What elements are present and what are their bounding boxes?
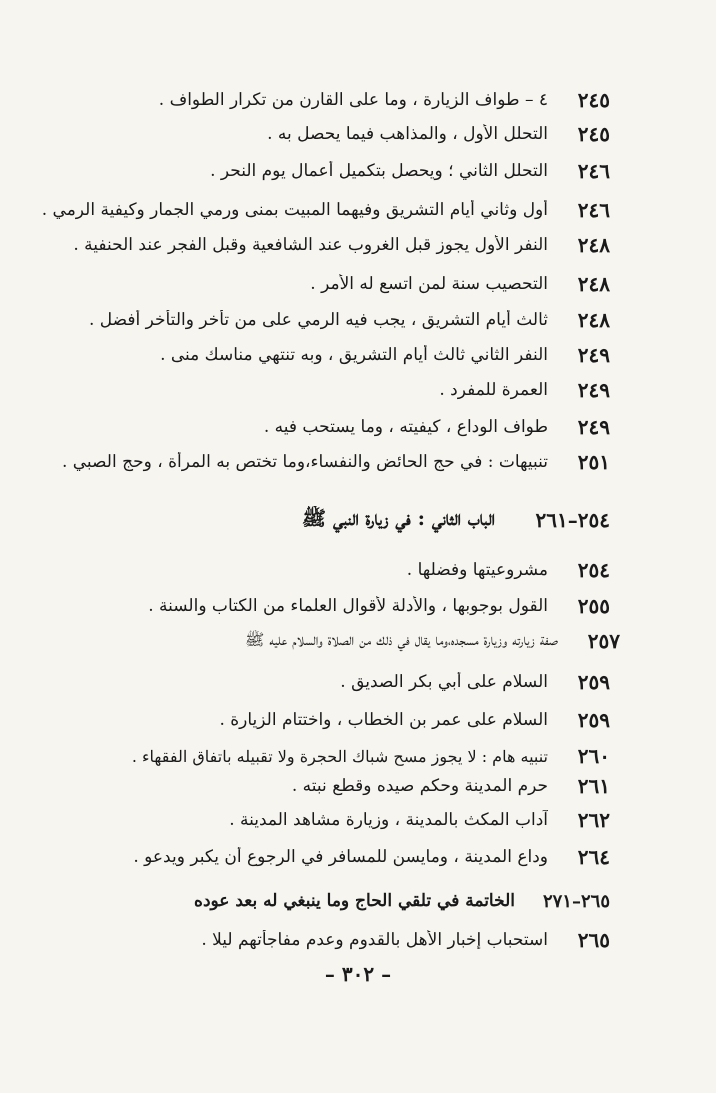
entry-text: تنبيهات : في حج الحائض والنفساء،وما تختص به المرأة ، وحج الصبي .: [61, 452, 548, 472]
entry-page-number: ٢٥٩: [577, 708, 610, 732]
entry-text: آداب المكث بالمدينة ، وزيارة مشاهد المدينة .: [229, 810, 548, 830]
entry-text: السلام على أبي بكر الصديق .: [340, 672, 548, 692]
entry-text: ثالث أيام التشريق ، يجب فيه الرمي على من تأخر والتأخر أفضل .: [88, 310, 548, 330]
entry-page-number: ٢٤٦: [577, 159, 610, 183]
toc-entry: [40, 157, 610, 185]
toc-entry: [40, 926, 610, 954]
entry-text: استحباب إخبار الأهل بالقدوم وعدم مفاجأتهم ليلا .: [201, 930, 548, 950]
toc-entry: [40, 270, 610, 298]
entry-text: مشروعيتها وفضلها .: [406, 560, 548, 580]
entry-text: العمرة للمفرد .: [439, 380, 548, 400]
toc-entry: [40, 742, 610, 770]
chapter-page-range: ٢٥٤–٢٦١: [535, 508, 610, 532]
toc-entry: [40, 772, 610, 800]
entry-text: صفة زيارته وزيارة مسجده،وما يقال في ذلك من الصلاة والسلام عليه ﷺ: [244, 629, 558, 649]
toc-entry: [40, 196, 610, 224]
entry-page-number: ٢٤٦: [577, 198, 610, 222]
entry-page-number: ٢٤٥: [577, 122, 610, 146]
entry-page-number: ٢٤٥: [577, 88, 610, 112]
conclusion-heading: [40, 887, 610, 915]
entry-text: التحلل الثاني ؛ ويحصل بتكميل أعمال يوم النحر .: [210, 161, 548, 181]
page-number: – ٣٠٢ –: [324, 962, 392, 986]
entry-page-number: ٢٤٩: [577, 415, 610, 439]
entry-text: وداع المدينة ، ومايسن للمسافر في الرجوع أن يكبر ويدعو .: [133, 847, 548, 867]
entry-page-number: ٢٥٩: [577, 670, 610, 694]
entry-page-number: ٢٤٨: [577, 272, 610, 296]
entry-text: تنبيه هام : لا يجوز مسح شباك الحجرة ولا تقبيله باتفاق الفقهاء .: [131, 746, 548, 766]
entry-text: التحصيب سنة لمن اتسع له الأمر .: [310, 274, 548, 294]
conclusion-title: الخاتمة في تلقي الحاج وما ينبغي له بعد عوده: [194, 891, 515, 911]
entry-text: ٤ – طواف الزيارة ، وما على القارن من تكرار الطواف .: [158, 90, 548, 110]
entry-text: التحلل الأول ، والمذاهب فيما يحصل به .: [267, 124, 548, 144]
entry-page-number: ٢٥٥: [577, 594, 610, 618]
entry-page-number: ٢٦٤: [577, 845, 610, 869]
toc-entry: [40, 592, 610, 620]
toc-entry: [40, 706, 610, 734]
entry-text: النفر الأول يجوز قبل الغروب عند الشافعية وقبل الفجر عند الحنفية .: [73, 235, 548, 255]
toc-entry: [40, 120, 610, 148]
toc-entry: [40, 413, 610, 441]
entry-text: حرم المدينة وحكم صيده وقطع نبته .: [291, 776, 548, 796]
toc-entry: [40, 376, 610, 404]
toc-entry: [30, 626, 620, 656]
toc-entry: [40, 86, 610, 114]
entry-page-number: ٢٦٥: [577, 928, 610, 952]
toc-entry: [40, 306, 610, 334]
toc-entry: [40, 556, 610, 584]
entry-text: النفر الثاني ثالث أيام التشريق ، وبه تنتهي مناسك منى .: [160, 345, 548, 365]
entry-page-number: ٢٦١: [577, 774, 610, 798]
chapter-heading: [40, 503, 610, 537]
entry-text: السلام على عمر بن الخطاب ، واختتام الزيارة .: [219, 710, 548, 730]
toc-entry: [40, 231, 610, 259]
entry-page-number: ٢٤٩: [577, 378, 610, 402]
entry-page-number: ٢٥١: [577, 450, 610, 474]
toc-entry: [40, 668, 610, 696]
entry-page-number: ٢٥٧: [587, 629, 620, 653]
entry-page-number: ٢٤٨: [577, 308, 610, 332]
entry-text: أول وثاني أيام التشريق وفيهما المبيت بمنى ورمي الجمار وكيفية الرمي .: [41, 200, 548, 220]
toc-entry: [40, 843, 610, 871]
entry-page-number: ٢٦٢: [577, 808, 610, 832]
chapter-title: الباب الثاني : في زيارة النبي ﷺ: [301, 505, 495, 530]
entry-text: طواف الوداع ، كيفيته ، وما يستحب فيه .: [263, 417, 548, 437]
entry-page-number: ٢٥٤: [577, 558, 610, 582]
conclusion-page-range: ٢٦٥–٢٧١: [542, 890, 610, 912]
entry-page-number: ٢٦٠: [577, 744, 610, 768]
entry-text: القول بوجوبها ، والأدلة لأقوال العلماء من الكتاب والسنة .: [148, 596, 548, 616]
entry-page-number: ٢٤٩: [577, 343, 610, 367]
toc-entry: [40, 448, 610, 476]
entry-page-number: ٢٤٨: [577, 233, 610, 257]
toc-entry: [40, 341, 610, 369]
toc-entry: [40, 806, 610, 834]
